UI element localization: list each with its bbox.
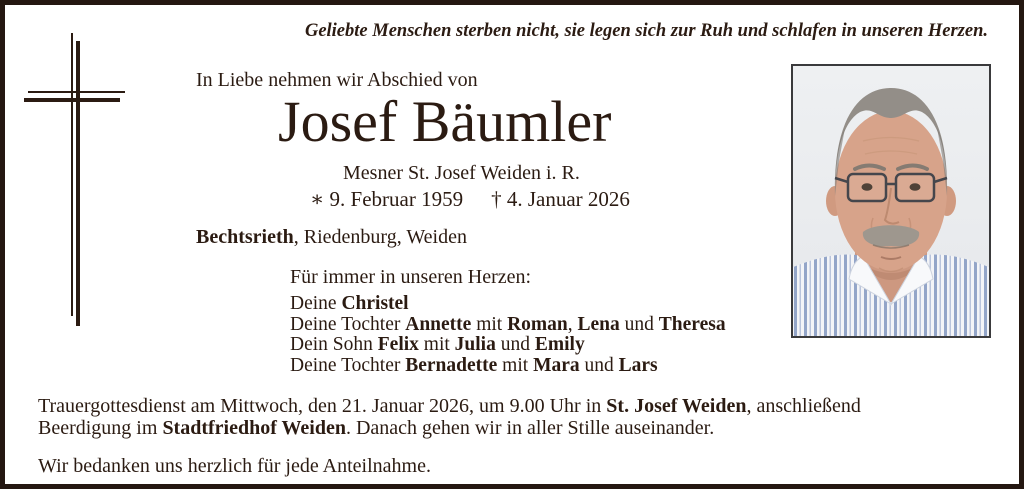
birth-date: ∗ 9. Februar 1959 [310,187,464,211]
family-line: Deine Christel [290,293,409,314]
epitaph-quote: Geliebte Menschen sterben nicht, sie legen sich zur Ruh und schlafen in unseren Herzen. [304,21,988,41]
family-list [290,294,726,376]
farewell-heading: Für immer in unseren Herzen: [290,266,532,288]
life-dates [310,187,630,212]
cross-bar [28,91,125,93]
cross-bar [24,98,120,102]
thanks-line: Wir bedanken uns herzlich für jede Anteilnahme. [38,455,431,477]
portrait-photo [791,64,991,338]
funeral-line: Trauergottesdienst am Mittwoch, den 21. Januar 2026, um 9.00 Uhr in St. Josef Weiden, anschließend [38,395,861,417]
death-date: † 4. Januar 2026 [491,187,630,211]
portrait-illustration [793,66,989,336]
funeral-info [38,395,861,439]
family-line: Deine Tochter Annette mit Roman, Lena und Theresa [290,313,726,335]
cross-bar [76,41,80,326]
intro-line: In Liebe nehmen wir Abschied von [196,69,478,91]
cross-bar [71,33,73,316]
family-line: Deine Tochter Bernadette mit Mara und Lars [290,354,658,376]
funeral-line: Beerdigung im Stadtfriedhof Weiden. Danach gehen wir in aller Stille auseinander. [38,417,715,439]
family-line: Dein Sohn Felix mit Julia und Emily [290,334,585,355]
deceased-role: Mesner St. Josef Weiden i. R. [343,162,580,184]
deceased-name: Josef Bäumler [278,89,612,154]
residence-line: Bechtsrieth, Riedenburg, Weiden [196,226,467,248]
